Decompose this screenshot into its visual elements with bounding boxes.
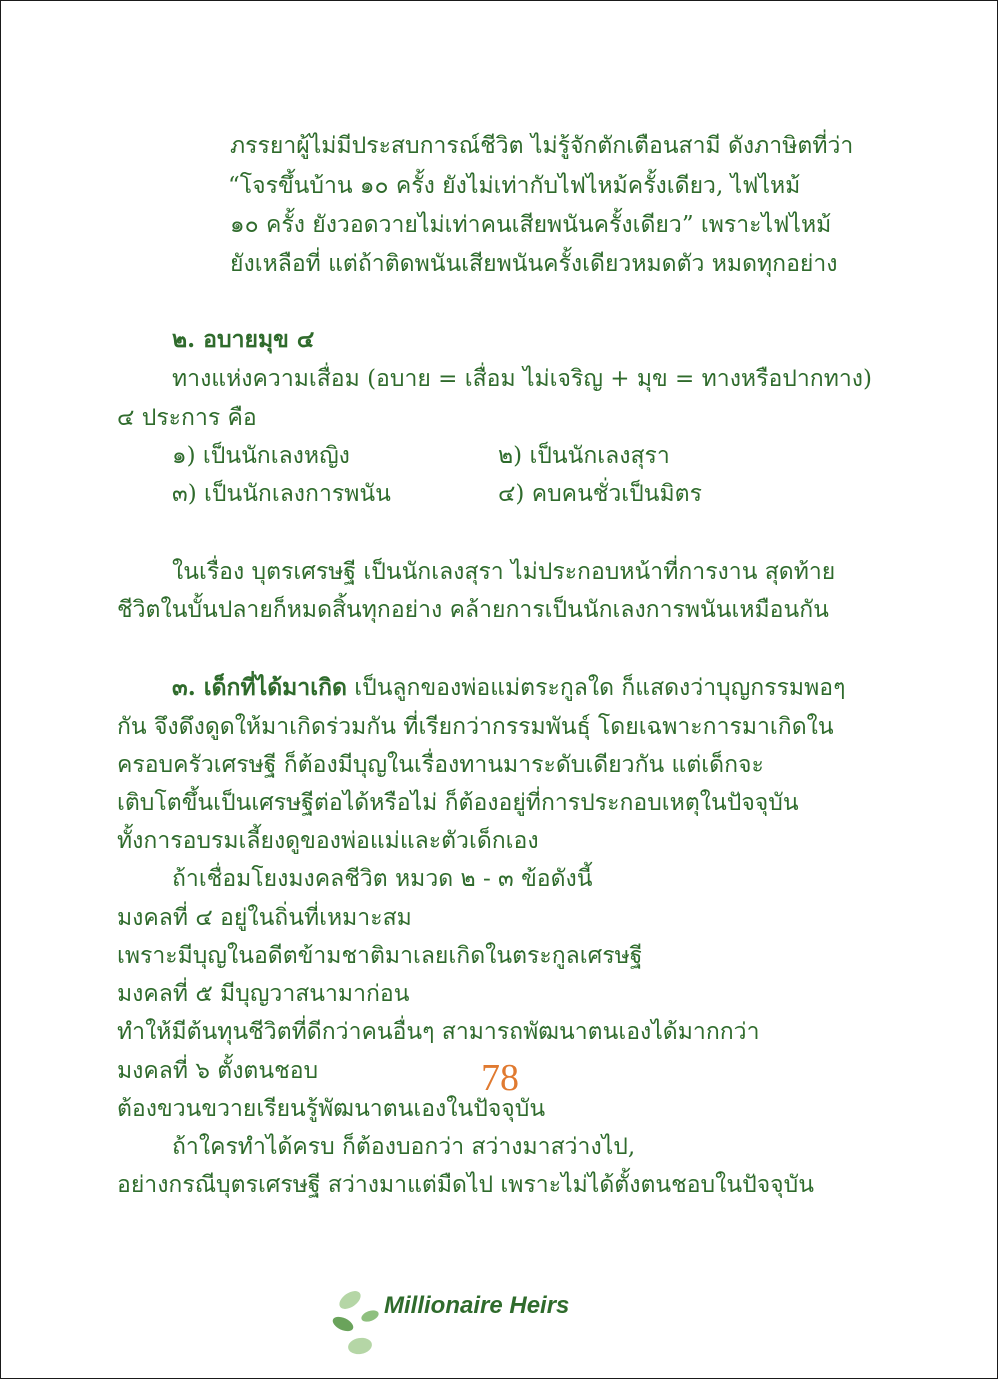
mongkol-title: มงคลที่ ๖ ตั้งตนชอบ [117, 1058, 319, 1084]
mongkol-description: ทำให้มีต้นทุนชีวิตที่ดีกว่าคนอื่นๆ สามารถพัฒนาตนเองได้มากกว่า [117, 1019, 760, 1045]
mongkol-description: ต้องขวนขวายเรียนรู้พัฒนาตนเองในปัจจุบัน [117, 1096, 546, 1122]
paragraph-line: “โจรขึ้นบ้าน ๑๐ ครั้ง ยังไม่เท่ากับไฟไหม้ครั้งเดียว, ไฟไหม้ [228, 173, 801, 199]
paragraph-line: เติบโตขึ้นเป็นเศรษฐีต่อได้หรือไม่ ก็ต้องอยู่ที่การประกอบเหตุในปัจจุบัน [117, 790, 799, 816]
paragraph-text: เป็นลูกของพ่อแม่ตระกูลใด ก็แสดงว่าบุญกรรมพอๆ [346, 675, 846, 701]
paragraph-line: ถ้าใครทำได้ครบ ก็ต้องบอกว่า สว่างมาสว่างไป, [172, 1134, 636, 1160]
paragraph-line: ยังเหลือที่ แต่ถ้าติดพนันเสียพนันครั้งเดียวหมดตัว หมดทุกอย่าง [230, 251, 838, 277]
leaf-ornament-icon [330, 1282, 386, 1362]
section-heading: ๓. เด็กที่ได้มาเกิด [172, 674, 347, 701]
mongkol-description: เพราะมีบุญในอดีตข้ามชาติมาเลยเกิดในตระกูลเศรษฐี [117, 943, 643, 969]
paragraph-line [172, 673, 845, 703]
paragraph-line: อย่างกรณีบุตรเศรษฐี สว่างมาแต่มืดไป เพราะไม่ได้ตั้งตนชอบในปัจจุบัน [117, 1172, 814, 1198]
paragraph-line: ภรรยาผู้ไม่มีประสบการณ์ชีวิต ไม่รู้จักตักเตือนสามี ดังภาษิตที่ว่า [230, 133, 854, 159]
list-item: ๔) คบคนชั่วเป็นมิตร [498, 481, 702, 507]
paragraph-line: ๔ ประการ คือ [117, 405, 257, 431]
paragraph-line: ๑๐ ครั้ง ยังวอดวายไม่เท่าคนเสียพนันครั้งเดียว” เพราะไฟไหม้ [230, 212, 832, 238]
paragraph-line: ในเรื่อง บุตรเศรษฐี เป็นนักเลงสุรา ไม่ประกอบหน้าที่การงาน สุดท้าย [172, 559, 836, 585]
paragraph-line: กัน จึงดึงดูดให้มาเกิดร่วมกัน ที่เรียกว่ากรรมพันธุ์ โดยเฉพาะการมาเกิดใน [117, 714, 834, 740]
paragraph-line: ทั้งการอบรมเลี้ยงดูของพ่อแม่และตัวเด็กเอง [117, 828, 539, 854]
paragraph-line: ถ้าเชื่อมโยงมงคลชีวิต หมวด ๒ - ๓ ข้อดังนี้ [172, 866, 593, 892]
mongkol-title: มงคลที่ ๕ มีบุญวาสนามาก่อน [117, 981, 410, 1007]
section-heading: ๒. อบายมุข ๔ [172, 326, 315, 353]
book-title: Millionaire Heirs [384, 1292, 570, 1319]
paragraph-line: ชีวิตในบั้นปลายก็หมดสิ้นทุกอย่าง คล้ายการเป็นนักเลงการพนันเหมือนกัน [117, 597, 829, 623]
mongkol-title: มงคลที่ ๔ อยู่ในถิ่นที่เหมาะสม [117, 905, 412, 931]
page-number: 78 [481, 1057, 519, 1099]
list-item: ๓) เป็นนักเลงการพนัน [172, 481, 391, 507]
list-item: ๑) เป็นนักเลงหญิง [172, 443, 350, 469]
paragraph-line: ครอบครัวเศรษฐี ก็ต้องมีบุญในเรื่องทานมาระดับเดียวกัน แต่เด็กจะ [117, 752, 764, 778]
paragraph-line: ทางแห่งความเสื่อม (อบาย = เสื่อม ไม่เจริญ + มุข = ทางหรือปากทาง) [172, 366, 872, 392]
list-item: ๒) เป็นนักเลงสุรา [498, 443, 670, 469]
